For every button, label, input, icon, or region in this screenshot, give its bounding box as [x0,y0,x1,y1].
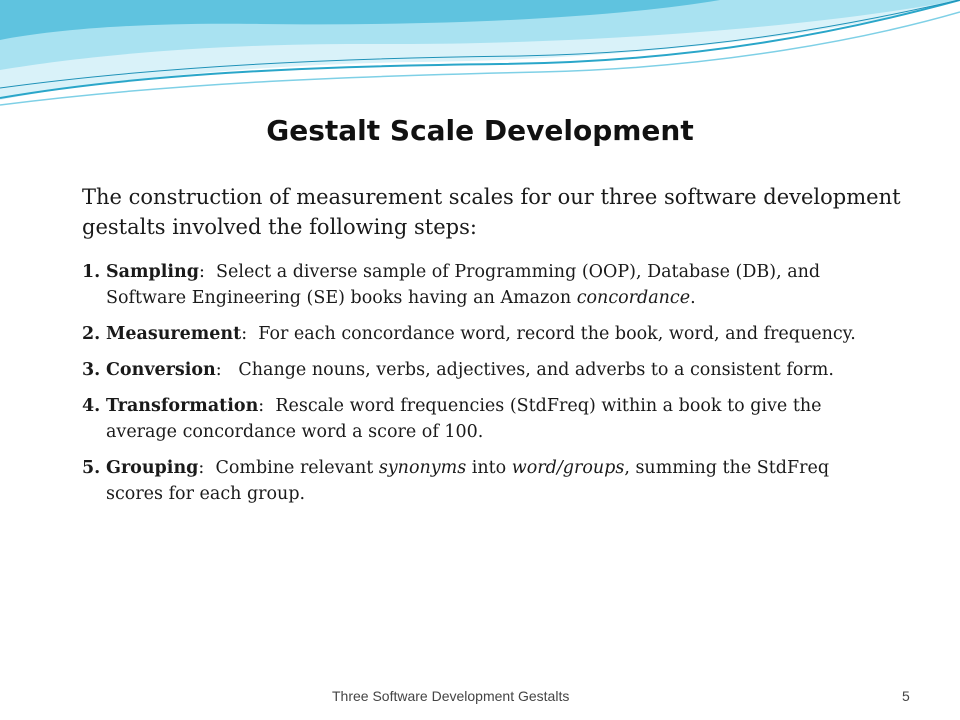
step-term: Grouping [106,458,199,478]
step-item [82,357,882,383]
step-description: . [690,288,696,308]
step-number: 4. [82,396,101,416]
footer-text: Three Software Development Gestalts [332,688,570,704]
intro-paragraph: The construction of measurement scales for our three software development gestalts involved the following steps: [82,185,901,239]
step-term: Sampling [106,262,199,282]
step-text [106,321,882,347]
step-separator: : [215,360,239,380]
step-item [82,393,882,445]
header-wave-decoration [0,0,960,130]
step-separator: : [199,262,217,282]
step-emphasis: concordance [576,288,691,308]
step-separator: : [258,396,276,416]
step-description: Rescale word frequencies (StdFreq) within a book to give the average concordance word a score of 100. [106,396,822,442]
step-text [106,357,882,383]
step-description: Combine relevant [215,458,379,478]
step-item [82,259,882,311]
steps-list [82,259,882,517]
step-term: Measurement [106,324,242,344]
slide-title: Gestalt Scale Development [266,114,694,147]
step-description: Change nouns, verbs, adjectives, and adverbs to a consistent form. [238,360,834,380]
step-text [106,259,882,311]
step-number: 5. [82,458,101,478]
step-description: , summing the StdFreq scores for each group. [106,458,830,504]
step-term: Transformation [106,396,259,416]
step-number: 3. [82,360,101,380]
step-text [106,455,882,507]
step-emphasis: word/groups [511,458,625,478]
step-term: Conversion [106,360,216,380]
step-item [82,455,882,507]
step-description: into [466,458,512,478]
step-separator: : [241,324,259,344]
page-number: 5 [902,688,910,704]
step-description: Select a diverse sample of Programming (OOP), Database (DB), and Software Engineering (SE) books having an Amazon [106,262,821,308]
step-item [82,321,882,347]
step-description: For each concordance word, record the book, word, and frequency. [258,324,856,344]
step-text [106,393,882,445]
step-separator: : [198,458,216,478]
step-number: 2. [82,324,101,344]
step-number: 1. [82,262,101,282]
step-emphasis: synonyms [378,458,467,478]
